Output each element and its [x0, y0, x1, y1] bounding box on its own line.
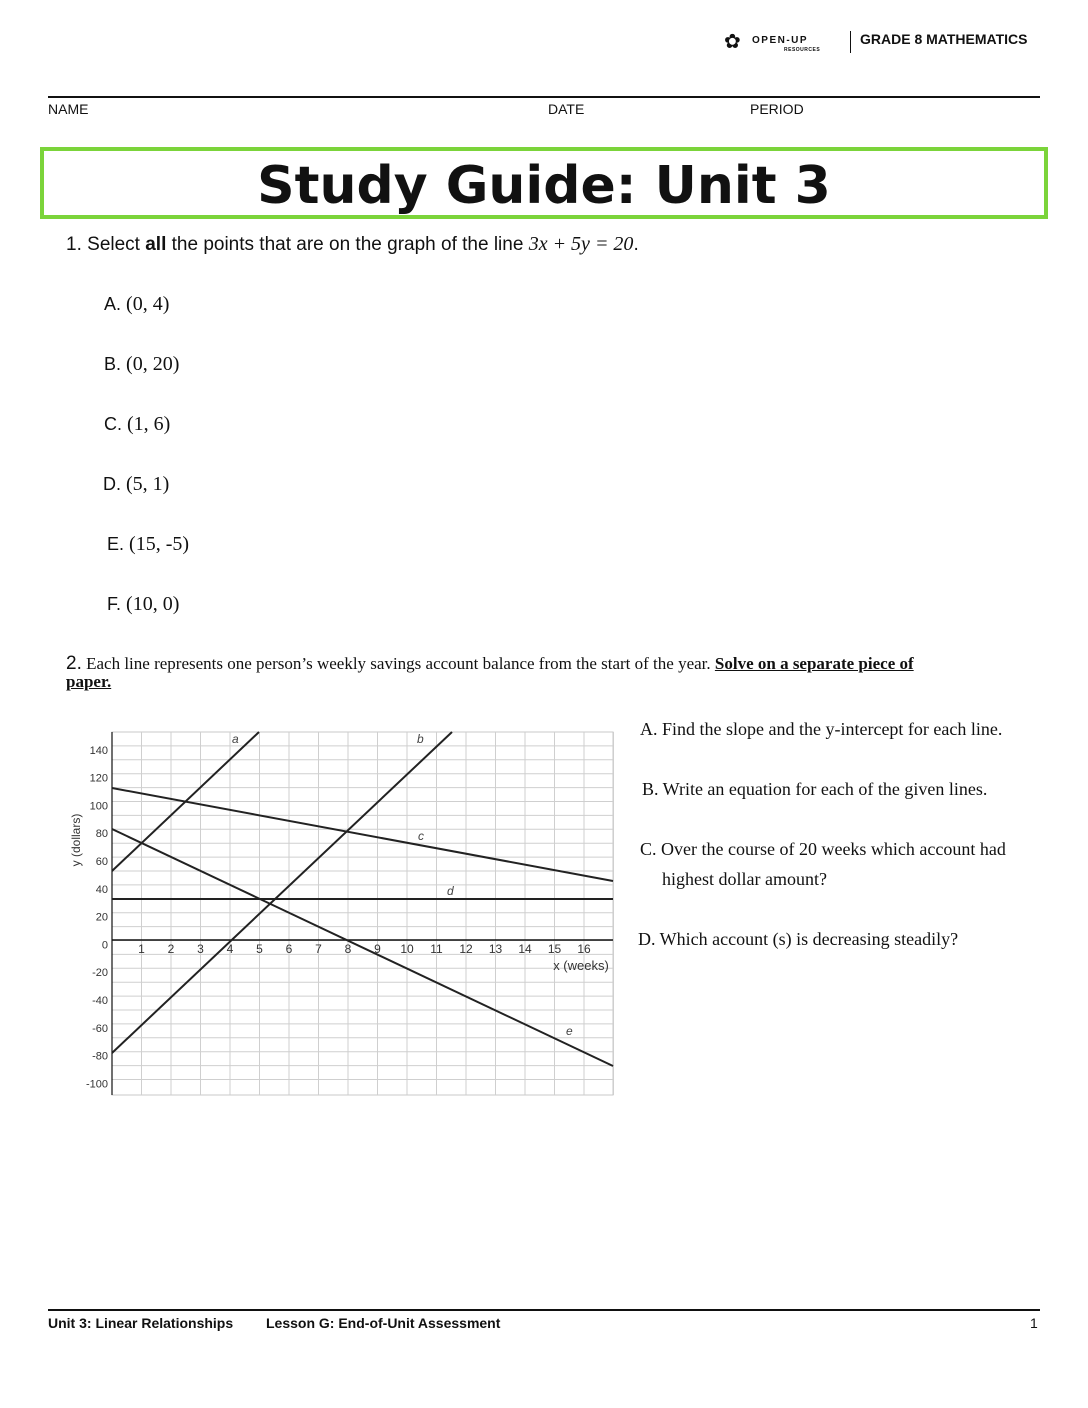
equation: 3x + 5y = 20: [528, 233, 634, 255]
choice-d[interactable]: [103, 473, 169, 496]
y-tick-label: -100: [85, 1078, 108, 1091]
grade-label: GRADE 8 MATHEMATICS: [860, 31, 1028, 47]
y-tick-label: 40: [95, 883, 108, 896]
instruction-text: Solve on a separate piece of paper.: [66, 654, 914, 691]
choice-c[interactable]: [104, 413, 170, 436]
y-axis-label: y (dollars): [69, 813, 83, 867]
choice-b[interactable]: [104, 353, 179, 376]
x-tick-label: 9: [374, 942, 381, 956]
question-number: 1.: [66, 234, 82, 255]
open-up-logo: [724, 30, 844, 56]
period-field-label: PERIOD: [750, 101, 804, 117]
line-d-label: d: [447, 884, 454, 898]
choice-value: (5, 1): [126, 473, 170, 495]
y-tick-label: 0: [101, 939, 108, 952]
line-c-label: c: [418, 829, 424, 843]
part-a: A. Find the slope and the y-intercept for each line.: [640, 719, 1003, 739]
savings-graph: [60, 712, 620, 1097]
x-tick-label: 13: [488, 942, 503, 956]
y-tick-label: -80: [92, 1050, 108, 1063]
question-number: 2.: [66, 653, 82, 674]
top-rule: [48, 96, 1040, 98]
x-tick-label: 4: [226, 942, 234, 956]
title-box: [40, 147, 1048, 219]
question-1-prompt: [66, 233, 639, 256]
prompt-emphasis: all: [145, 234, 167, 255]
choice-value: (15, -5): [129, 533, 190, 555]
prompt-text: Each line represents one person’s weekly savings account balance from the start of the year.: [86, 654, 711, 673]
y-tick-label: 140: [89, 744, 108, 757]
choice-letter: B.: [104, 354, 122, 374]
logo-text: OPEN-UP: [752, 35, 809, 46]
y-tick-label: 20: [95, 911, 108, 924]
x-tick-label: 7: [315, 942, 322, 956]
part-d: D. Which account (s) is decreasing steadily?: [638, 929, 959, 949]
graph-grid: [112, 732, 614, 1095]
y-tick-label: -60: [92, 1022, 108, 1035]
part-c: C. Over the course of 20 weeks which account had: [640, 839, 1006, 859]
x-tick-label: 11: [430, 942, 443, 956]
prompt-period: .: [633, 234, 639, 255]
bottom-rule: [48, 1309, 1040, 1311]
logo-subtext: RESOURCES: [784, 47, 821, 53]
x-tick-label: 5: [256, 942, 263, 956]
page-number: 1: [1030, 1315, 1038, 1331]
x-tick-label: 2: [167, 942, 175, 956]
line-e-label: e: [566, 1024, 573, 1038]
y-tick-label: -40: [92, 995, 108, 1007]
x-tick-label: 10: [400, 942, 414, 956]
choice-letter: C.: [104, 414, 122, 434]
header-divider: [850, 31, 851, 53]
part-c-continued: highest dollar amount?: [662, 869, 827, 889]
choice-a[interactable]: [104, 293, 169, 316]
y-tick-label: 80: [95, 828, 108, 841]
bee-icon: ✿: [724, 31, 741, 53]
footer-unit: Unit 3: Linear Relationships: [48, 1315, 234, 1331]
part-b: B. Write an equation for each of the given lines.: [642, 779, 988, 799]
line-b-label: b: [417, 732, 424, 746]
x-tick-label: 8: [344, 942, 352, 956]
y-tick-label: -20: [92, 967, 108, 980]
prompt-text: the points that are on the graph of the line: [171, 234, 524, 255]
line-e: [112, 829, 613, 1066]
choice-value: (1, 6): [127, 413, 171, 435]
date-field-label: DATE: [548, 101, 585, 117]
footer-lesson: Lesson G: End-of-Unit Assessment: [266, 1315, 501, 1331]
y-tick-label: 100: [89, 800, 108, 813]
x-tick-label: 16: [577, 942, 591, 956]
name-field-label: NAME: [48, 101, 89, 117]
choice-e[interactable]: [107, 533, 189, 556]
choice-letter: D.: [103, 474, 121, 494]
choice-letter: E.: [107, 534, 125, 554]
x-axis-label: x (weeks): [553, 958, 609, 973]
x-tick-label: 12: [459, 942, 473, 956]
y-tick-label: 120: [89, 772, 108, 785]
x-tick-label: 1: [138, 942, 145, 956]
choice-letter: F.: [107, 594, 122, 614]
choice-value: (0, 20): [126, 353, 180, 375]
x-tick-label: 15: [547, 942, 562, 956]
page-title: Study Guide: Unit 3: [257, 156, 831, 216]
x-tick-label: 6: [285, 942, 293, 956]
line-a-label: a: [232, 732, 239, 746]
choice-letter: A.: [104, 294, 122, 314]
choice-value: (10, 0): [126, 593, 180, 615]
x-tick-label: 14: [518, 942, 532, 956]
choice-value: (0, 4): [126, 293, 170, 315]
x-tick-label: 3: [197, 942, 204, 956]
choice-f[interactable]: [107, 593, 179, 616]
y-tick-label: 60: [95, 856, 108, 868]
prompt-text: Select: [87, 234, 140, 255]
question-2-prompt: [66, 655, 926, 691]
line-b: [112, 732, 452, 1053]
